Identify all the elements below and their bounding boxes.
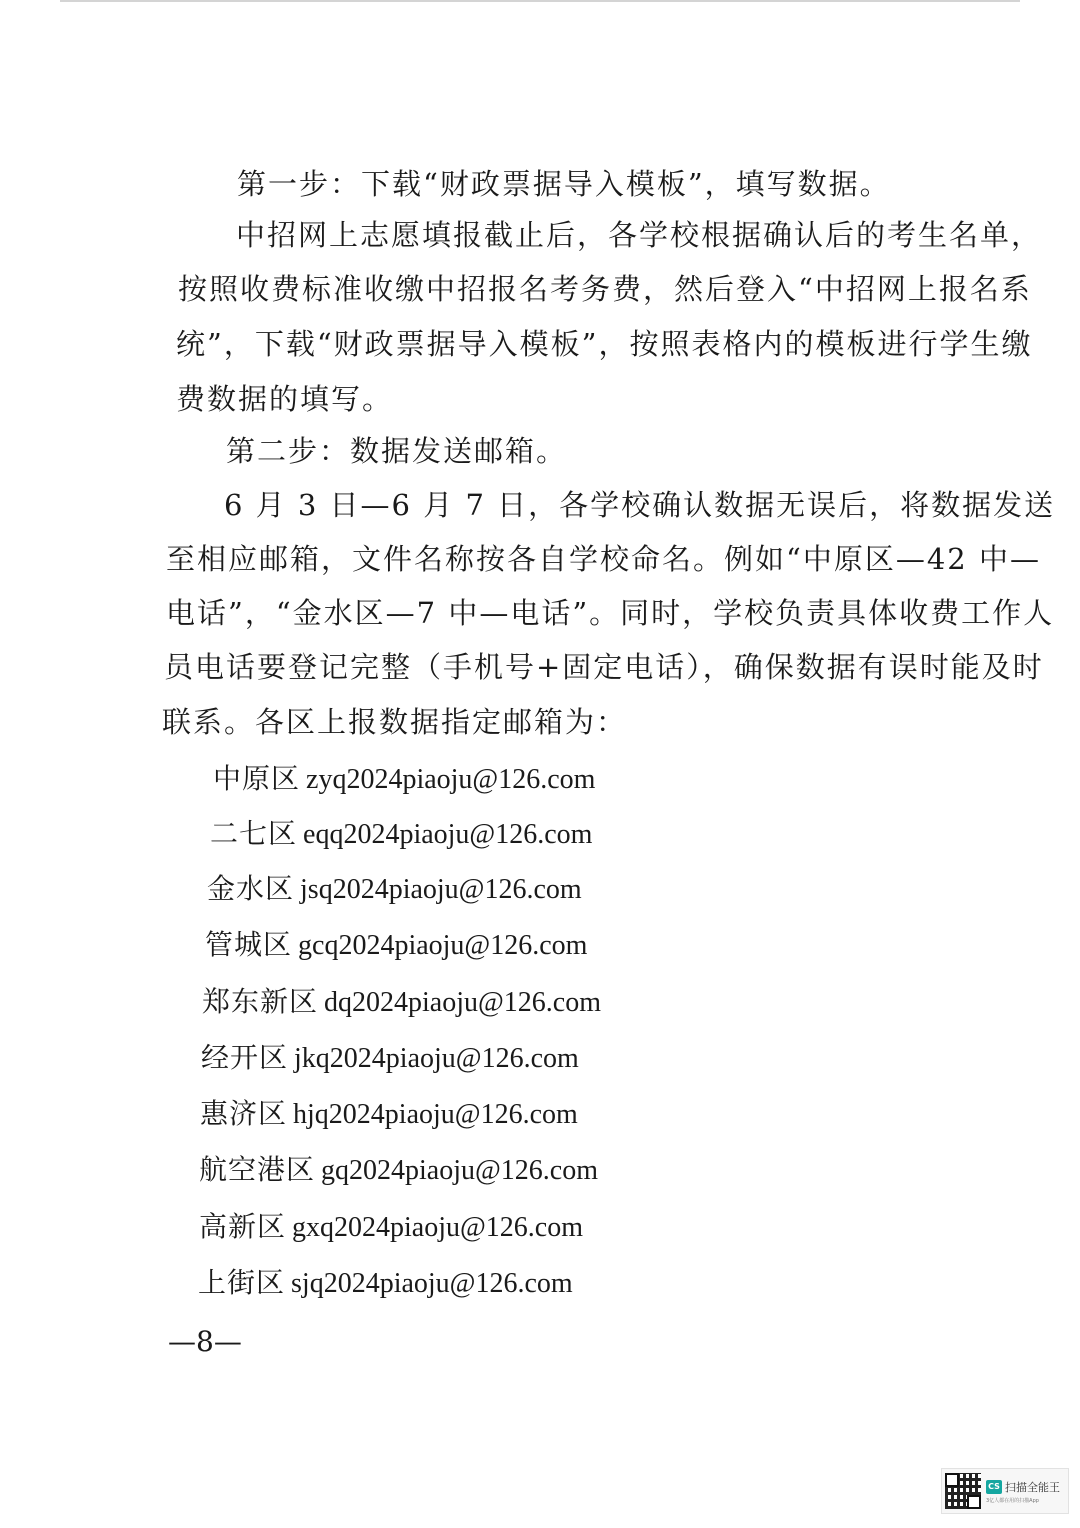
district-name: 航空港区	[199, 1153, 316, 1186]
email-address: sjq2024piaoju@126.com	[291, 1268, 573, 1299]
email-address: jkq2024piaoju@126.com	[294, 1043, 579, 1074]
step1-line: 中招网上志愿填报截止后，各学校根据确认后的考生名单，	[236, 218, 1043, 252]
email-item	[198, 1261, 573, 1301]
district-name: 经开区	[201, 1041, 289, 1074]
email-item	[205, 923, 587, 963]
email-address: gq2024piaoju@126.com	[321, 1155, 598, 1186]
watermark-tagline: 3亿人都在用的扫描App	[986, 1497, 1039, 1504]
district-name: 金水区	[207, 872, 295, 905]
email-address: gcq2024piaoju@126.com	[298, 930, 588, 961]
step1-line: 费数据的填写。	[176, 382, 394, 416]
email-item	[202, 980, 601, 1020]
watermark-name: 扫描全能王	[1005, 1480, 1060, 1494]
email-address: jsq2024piaoju@126.com	[300, 874, 582, 905]
step2-line: 联系。各区上报数据指定邮箱为：	[162, 705, 628, 739]
email-item	[207, 867, 582, 907]
step2-line: 6 月 3 日—6 月 7 日，各学校确认数据无误后，将数据发送	[224, 488, 1056, 522]
scan-edge	[60, 0, 1020, 2]
district-name: 高新区	[199, 1210, 287, 1243]
step2-line: 电话”，“金水区—7 中—电话”。同时，学校负责具体收费工作人	[166, 596, 1055, 630]
step2-heading: 第二步：数据发送邮箱。	[226, 434, 568, 468]
email-item	[210, 812, 592, 852]
district-name: 管城区	[205, 928, 293, 961]
step2-line: 至相应邮箱，文件名称按各自学校命名。例如“中原区—42 中—	[166, 542, 1041, 576]
watermark-brand	[986, 1479, 1060, 1504]
page-number: —8—	[168, 1325, 242, 1358]
step1-heading: 第一步：下载“财政票据导入模板”，填写数据。	[237, 167, 891, 201]
step1-line: 统”，下载“财政票据导入模板”，按照表格内的模板进行学生缴	[176, 327, 1033, 361]
watermark-brand-row	[986, 1479, 1060, 1495]
email-address: zyq2024piaoju@126.com	[306, 764, 596, 795]
email-address: dq2024piaoju@126.com	[324, 987, 601, 1018]
email-item	[199, 1205, 583, 1245]
email-address: gxq2024piaoju@126.com	[292, 1212, 583, 1243]
email-item	[199, 1148, 598, 1188]
email-item	[201, 1036, 579, 1076]
step2-line: 员电话要登记完整（手机号+固定电话），确保数据有误时能及时	[164, 650, 1044, 684]
district-name: 上街区	[198, 1266, 286, 1299]
qr-code-icon	[945, 1473, 981, 1509]
email-item	[200, 1092, 578, 1132]
email-address: eqq2024piaoju@126.com	[303, 819, 593, 850]
camscanner-logo-icon: CS	[986, 1480, 1002, 1494]
district-name: 惠济区	[200, 1097, 288, 1130]
step1-line: 按照收费标准收缴中招报名考务费，然后登入“中招网上报名系	[178, 272, 1032, 306]
district-name: 郑东新区	[202, 985, 319, 1018]
scanner-watermark	[941, 1468, 1069, 1514]
email-address: hjq2024piaoju@126.com	[293, 1099, 578, 1130]
district-name: 中原区	[213, 762, 301, 795]
district-name: 二七区	[210, 817, 298, 850]
email-item	[213, 757, 595, 797]
